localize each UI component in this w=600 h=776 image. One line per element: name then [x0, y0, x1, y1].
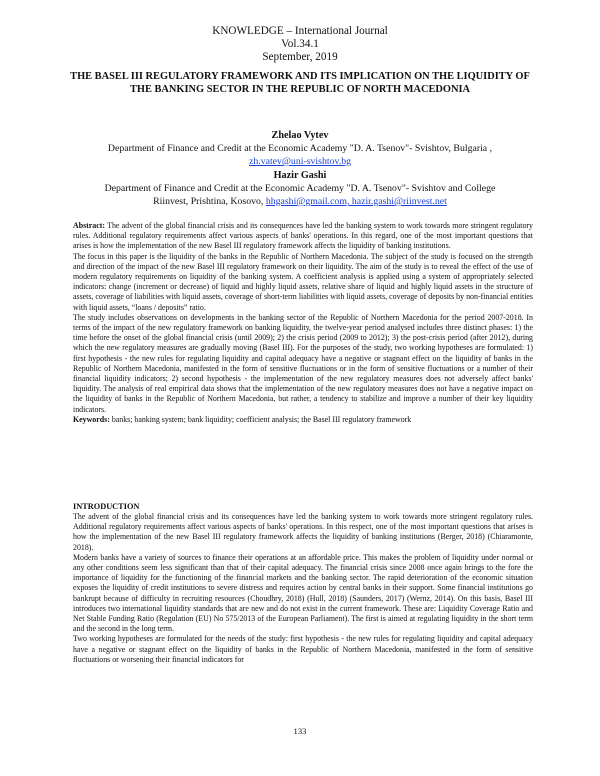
author-name-1: Zhelao Vytev: [271, 130, 329, 141]
page-number: 133: [293, 726, 307, 736]
author-affiliation-2-line2: [0, 196, 600, 208]
abstract-paragraph-1: [73, 221, 533, 252]
abstract-label: Abstract:: [73, 221, 105, 230]
introduction-heading: INTRODUCTION: [73, 502, 140, 511]
author-name-2: Hazir Gashi: [273, 170, 327, 181]
abstract-section: [73, 221, 533, 425]
keywords-text: banks; banking system; bank liquidity; coefficient analysis; the Basel III regulatory framework: [111, 414, 412, 424]
paper-title: THE BASEL III REGULATORY FRAMEWORK AND ITS IMPLICATION ON THE LIQUIDITY OF THE BANKING SECTOR IN THE REPUBLIC OF NORTH MACEDONIA: [70, 71, 530, 95]
journal-volume: Vol.34.1: [281, 38, 319, 50]
abstract-paragraph-2: The focus in this paper is the liquidity of the banks in the Republic of Northern Macedonia. The subject of the study is focused on the strength and direction of the impact of the new Basel III regulatory framework on their liquidity. The aim of the study is to reveal the effect of the use of modern regulatory requirements on liquidity of the banking system. A coefficient analysis is applied using a system of appropriately selected indicators: change (increment or decrease) of liquid and highly liquid assets, relative share of liquid and highly liquid assets in the structure of assets, coverage of liabilities with liquid assets, coverage of short-term liabilities with liquid assets, coverage of deposits by non-financial entities with liquid assets, “loans / deposits” ratio.: [73, 251, 533, 312]
keywords-label: Keywords:: [73, 414, 110, 424]
abstract-paragraph-3: The study includes observations on developments in the banking sector of the Republic of Northern Macedonia for the period 2007-2018. In terms of the impact of the new regulatory framework on banking liquidity, the twelve-year period analysed includes three distinct phases: 1) the time before the onset of the global financial crisis (until 2009); 2) the crisis period (2009 to 2012); 3) the post-crisis period (after 2012), during which the new regulatory measures are gradually moving (Basel III). For the purposes of the study, two working hypotheses are formulated: 1) first hypothesis - the new rules for regulating liquidity and capital adequacy have a negative or stagnant effect on the liquidity of banks in the Republic of Northern Macedonia, manifested in the form of sensitive fluctuations or in the form of sensitive fluctuations or a number of their financial liquidity indicators; 2) second hypothesis - the implementation of the new regulatory measures does not adversely affect banks' liquidity. The analysis of real empirical data shows that the implementation of the new regulatory measures does not have a negative impact on the liquidity of banks in the Republic of Northern Macedonia, but rather, a tendency to stabilize and improve a number of their key liquidity indicators.: [73, 312, 533, 414]
introduction-paragraph-3: Two working hypotheses are formulated for the needs of the study: first hypothesis - the new rules for regulating liquidity and capital adequacy have a negative or stagnant effect on the liquidity of banks in the Republic of Northern Macedonia, manifested in the form of sensitive fluctuations or worsening their financial indicators for: [73, 634, 533, 664]
author-affiliation-1: Department of Finance and Credit at the Economic Academy "D. A. Tsenov"- Svishtov, Bulgaria ,: [107, 143, 493, 154]
author-email-2[interactable]: hhgashi@gmail.com, hazir.gashi@riinvest.net: [265, 196, 447, 207]
journal-name: KNOWLEDGE – International Journal: [212, 25, 388, 37]
author-email-row-1: [0, 156, 600, 168]
author-email-1[interactable]: zh.vatev@uni-svishtov.bg: [249, 156, 351, 167]
author-affiliation-2-place: Riinvest, Prishtina, Kosovo,: [153, 196, 264, 207]
introduction-paragraph-1: The advent of the global financial crisis and its consequences have led the banking system to work towards more stringent regulatory rules. Additional regulatory requirements affect various aspects of banks' operations. In this respect, one of the most important questions that arises is how the implementation of the new Basel III regulatory framework affects the liquidity of banking institutions (Berger, 2018) (Chiaramonte, 2018).: [73, 512, 533, 552]
journal-date: September, 2019: [262, 51, 338, 63]
introduction-section: [73, 512, 533, 665]
abstract-text-1: The advent of the global financial crisis and its consequences have led the banking system to work towards more stringent regulatory rules. Additional regulatory requirements affect various aspects of banks' operations. In this regard, one of the most important questions that arises is how the implementation of the new Basel III regulatory framework affects the liquidity of banking institutions.: [73, 221, 533, 251]
introduction-paragraph-2: Modern banks have a variety of sources to finance their operations at an affordable price. This makes the problem of liquidity under normal or any other conditions seem less significant than that of their capital adequacy. The financial crisis since 2008 once again brings to the fore the importance of liquidity for the functioning of the financial markets and the banking sector. The rapid deterioration of the economic situation exposes the liquidity of credit institutions to severe distress and requires action by central banks in their support. Some financial institutions go bankrupt because of difficulty in recruiting resources (Choudhry, 2018) (Hull, 2018) (Saunders, 2017) (Wernz, 2014). On this basis, Basel III introduces two international liquidity standards that are new and do not exist in the current framework. These are: Liquidity Coverage Ratio and Net Stable Funding Ratio (Regulation (EU) No 575/2013 of the European Parliament). The first is aimed at regulating liquidity in the short term and the second in the long term.: [73, 552, 533, 634]
keywords-line: [73, 415, 533, 425]
author-affiliation-2-line1: Department of Finance and Credit at the Economic Academy "D. A. Tsenov"- Svishtov and College: [104, 183, 496, 194]
